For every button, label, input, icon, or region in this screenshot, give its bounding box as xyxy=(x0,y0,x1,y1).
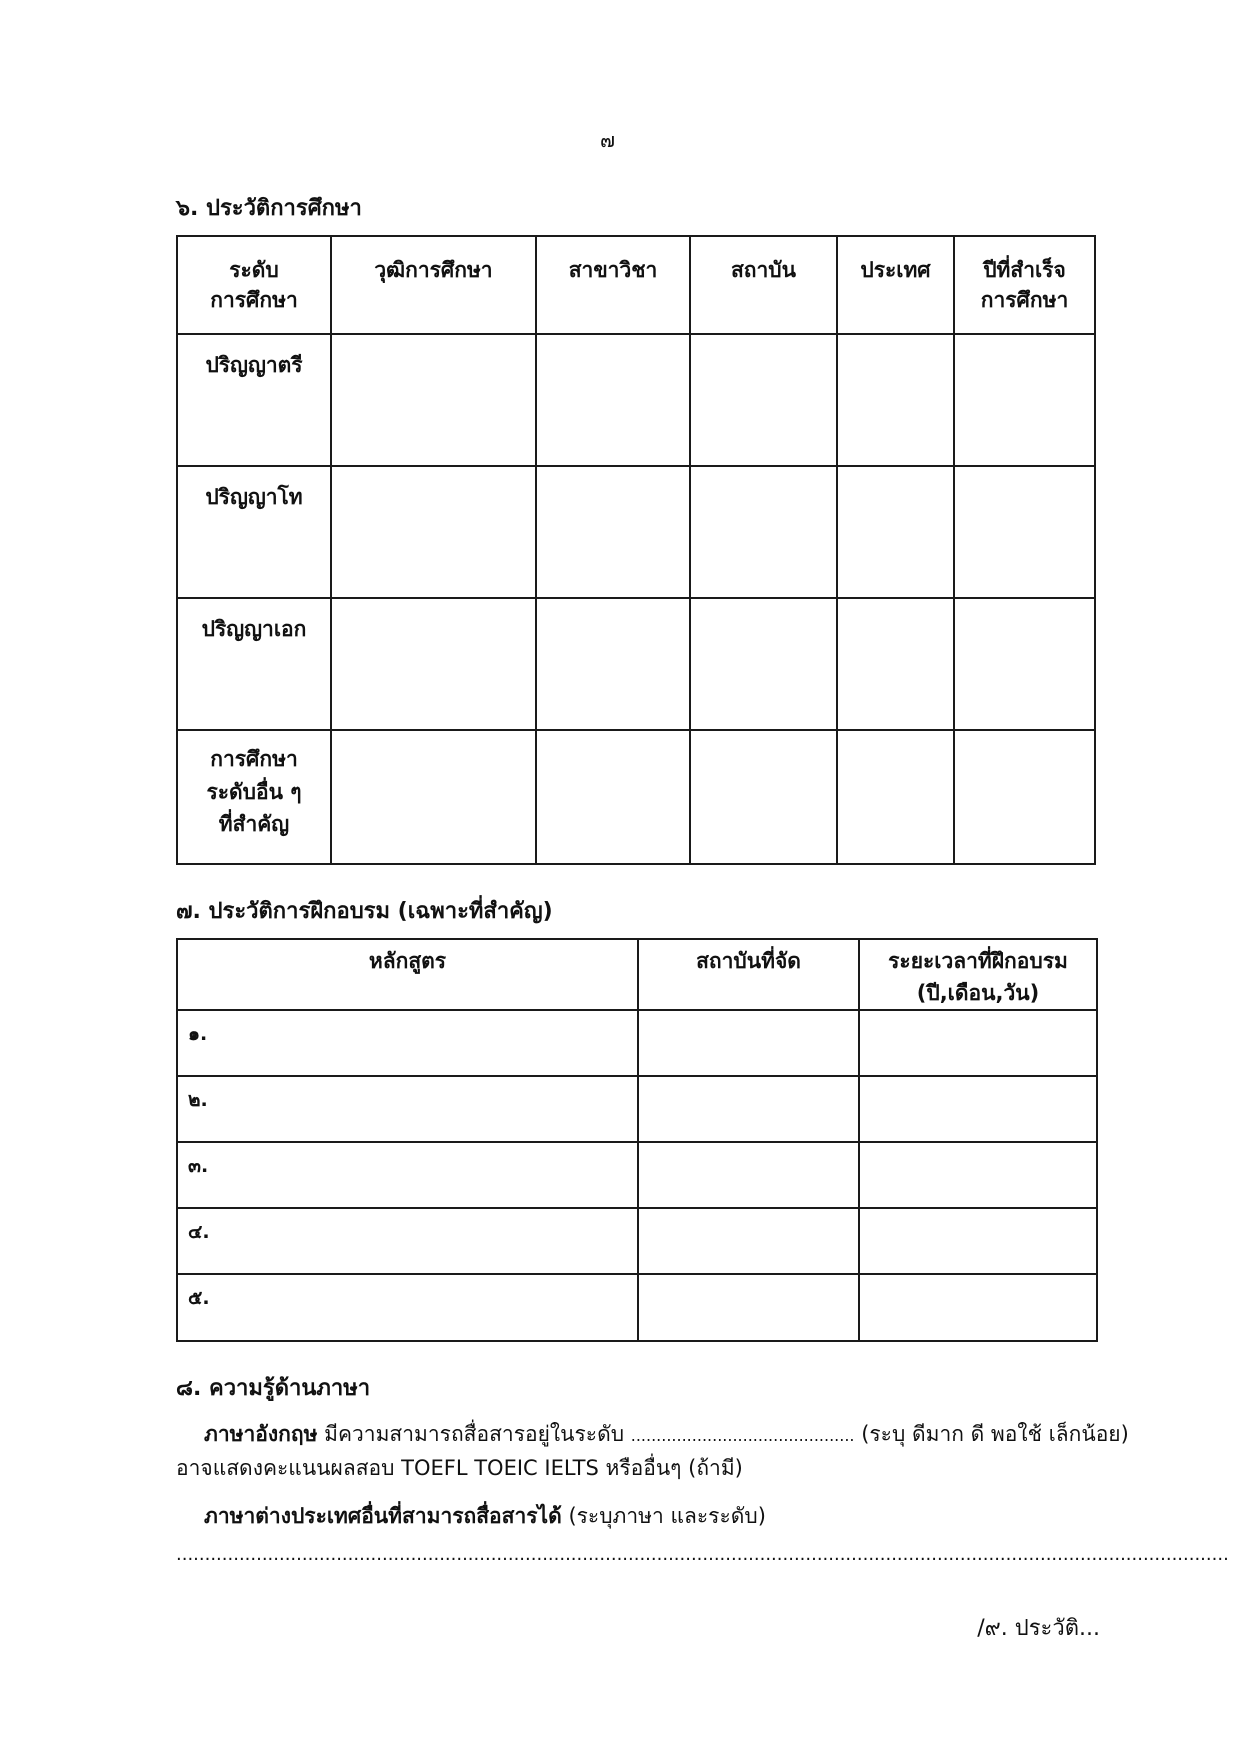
edu-header-country: ประเทศ xyxy=(837,236,954,334)
training-cell[interactable] xyxy=(859,1142,1097,1208)
edu-cell[interactable] xyxy=(954,334,1095,466)
edu-cell[interactable] xyxy=(331,730,536,864)
edu-cell[interactable] xyxy=(690,466,837,598)
english-line xyxy=(204,1418,1129,1451)
training-cell[interactable] xyxy=(859,1076,1097,1142)
training-row-number: ๓. xyxy=(177,1142,638,1208)
edu-cell[interactable] xyxy=(837,334,954,466)
other-language-blank[interactable]: ........................................................................................................................................................................................ xyxy=(176,1544,1229,1565)
edu-header-year: ปีที่สำเร็จ การศึกษา xyxy=(954,236,1095,334)
english-label: ภาษาอังกฤษ xyxy=(204,1422,318,1446)
edu-cell[interactable] xyxy=(837,598,954,730)
page-number: ๗ xyxy=(600,128,616,152)
other-language-line xyxy=(204,1500,766,1533)
training-header-duration: ระยะเวลาที่ฝึกอบรม (ปี,เดือน,วัน) xyxy=(859,939,1097,1010)
training-cell[interactable] xyxy=(859,1208,1097,1274)
edu-cell[interactable] xyxy=(954,730,1095,864)
edu-cell[interactable] xyxy=(536,334,690,466)
training-header-course: หลักสูตร xyxy=(177,939,638,1010)
education-table xyxy=(176,235,1096,865)
training-cell[interactable] xyxy=(859,1274,1097,1341)
edu-cell[interactable] xyxy=(536,598,690,730)
edu-cell[interactable] xyxy=(331,334,536,466)
edu-row-label: การศึกษา ระดับอื่น ๆ ที่สำคัญ xyxy=(177,730,331,864)
english-line-2: อาจแสดงคะแนนผลสอบ TOEFL TOEIC IELTS หรืออื่นๆ (ถ้ามี) xyxy=(176,1456,743,1480)
training-cell[interactable] xyxy=(638,1142,859,1208)
training-cell[interactable] xyxy=(638,1208,859,1274)
edu-cell[interactable] xyxy=(690,334,837,466)
training-row-number: ๕. xyxy=(177,1274,638,1341)
training-table xyxy=(176,938,1098,1342)
training-header-institution: สถาบันที่จัด xyxy=(638,939,859,1010)
training-cell[interactable] xyxy=(638,1076,859,1142)
english-text: มีความสามารถสื่อสารอยู่ในระดับ xyxy=(324,1422,625,1446)
edu-cell[interactable] xyxy=(536,730,690,864)
training-cell[interactable] xyxy=(638,1010,859,1076)
other-language-label: ภาษาต่างประเทศอื่นที่สามารถสื่อสารได้ xyxy=(204,1504,562,1528)
edu-row-label: ปริญญาตรี xyxy=(177,334,331,466)
edu-cell[interactable] xyxy=(536,466,690,598)
language-heading: ๘. ความรู้ด้านภาษา xyxy=(176,1376,371,1401)
english-scale: (ระบุ ดีมาก ดี พอใช้ เล็กน้อย) xyxy=(861,1422,1129,1446)
edu-header-institution: สถาบัน xyxy=(690,236,837,334)
training-row-number: ๑. xyxy=(177,1010,638,1076)
edu-row-label: ปริญญาเอก xyxy=(177,598,331,730)
training-row-number: ๔. xyxy=(177,1208,638,1274)
edu-cell[interactable] xyxy=(331,466,536,598)
edu-cell[interactable] xyxy=(690,730,837,864)
edu-cell[interactable] xyxy=(331,598,536,730)
edu-cell[interactable] xyxy=(837,466,954,598)
edu-header-level: ระดับ การศึกษา xyxy=(177,236,331,334)
training-cell[interactable] xyxy=(859,1010,1097,1076)
training-heading: ๗. ประวัติการฝึกอบรม (เฉพาะที่สำคัญ) xyxy=(176,899,553,924)
english-level-blank[interactable]: ............................................ xyxy=(630,1426,855,1445)
edu-row-label: ปริญญาโท xyxy=(177,466,331,598)
edu-header-degree: วุฒิการศึกษา xyxy=(331,236,536,334)
education-heading: ๖. ประวัติการศึกษา xyxy=(176,196,362,221)
training-row-number: ๒. xyxy=(177,1076,638,1142)
edu-cell[interactable] xyxy=(954,466,1095,598)
edu-cell[interactable] xyxy=(837,730,954,864)
edu-cell[interactable] xyxy=(954,598,1095,730)
next-page-marker: /๙. ประวัติ... xyxy=(977,1616,1100,1641)
edu-cell[interactable] xyxy=(690,598,837,730)
edu-header-major: สาขาวิชา xyxy=(536,236,690,334)
training-cell[interactable] xyxy=(638,1274,859,1341)
other-language-text: (ระบุภาษา และระดับ) xyxy=(568,1504,766,1528)
